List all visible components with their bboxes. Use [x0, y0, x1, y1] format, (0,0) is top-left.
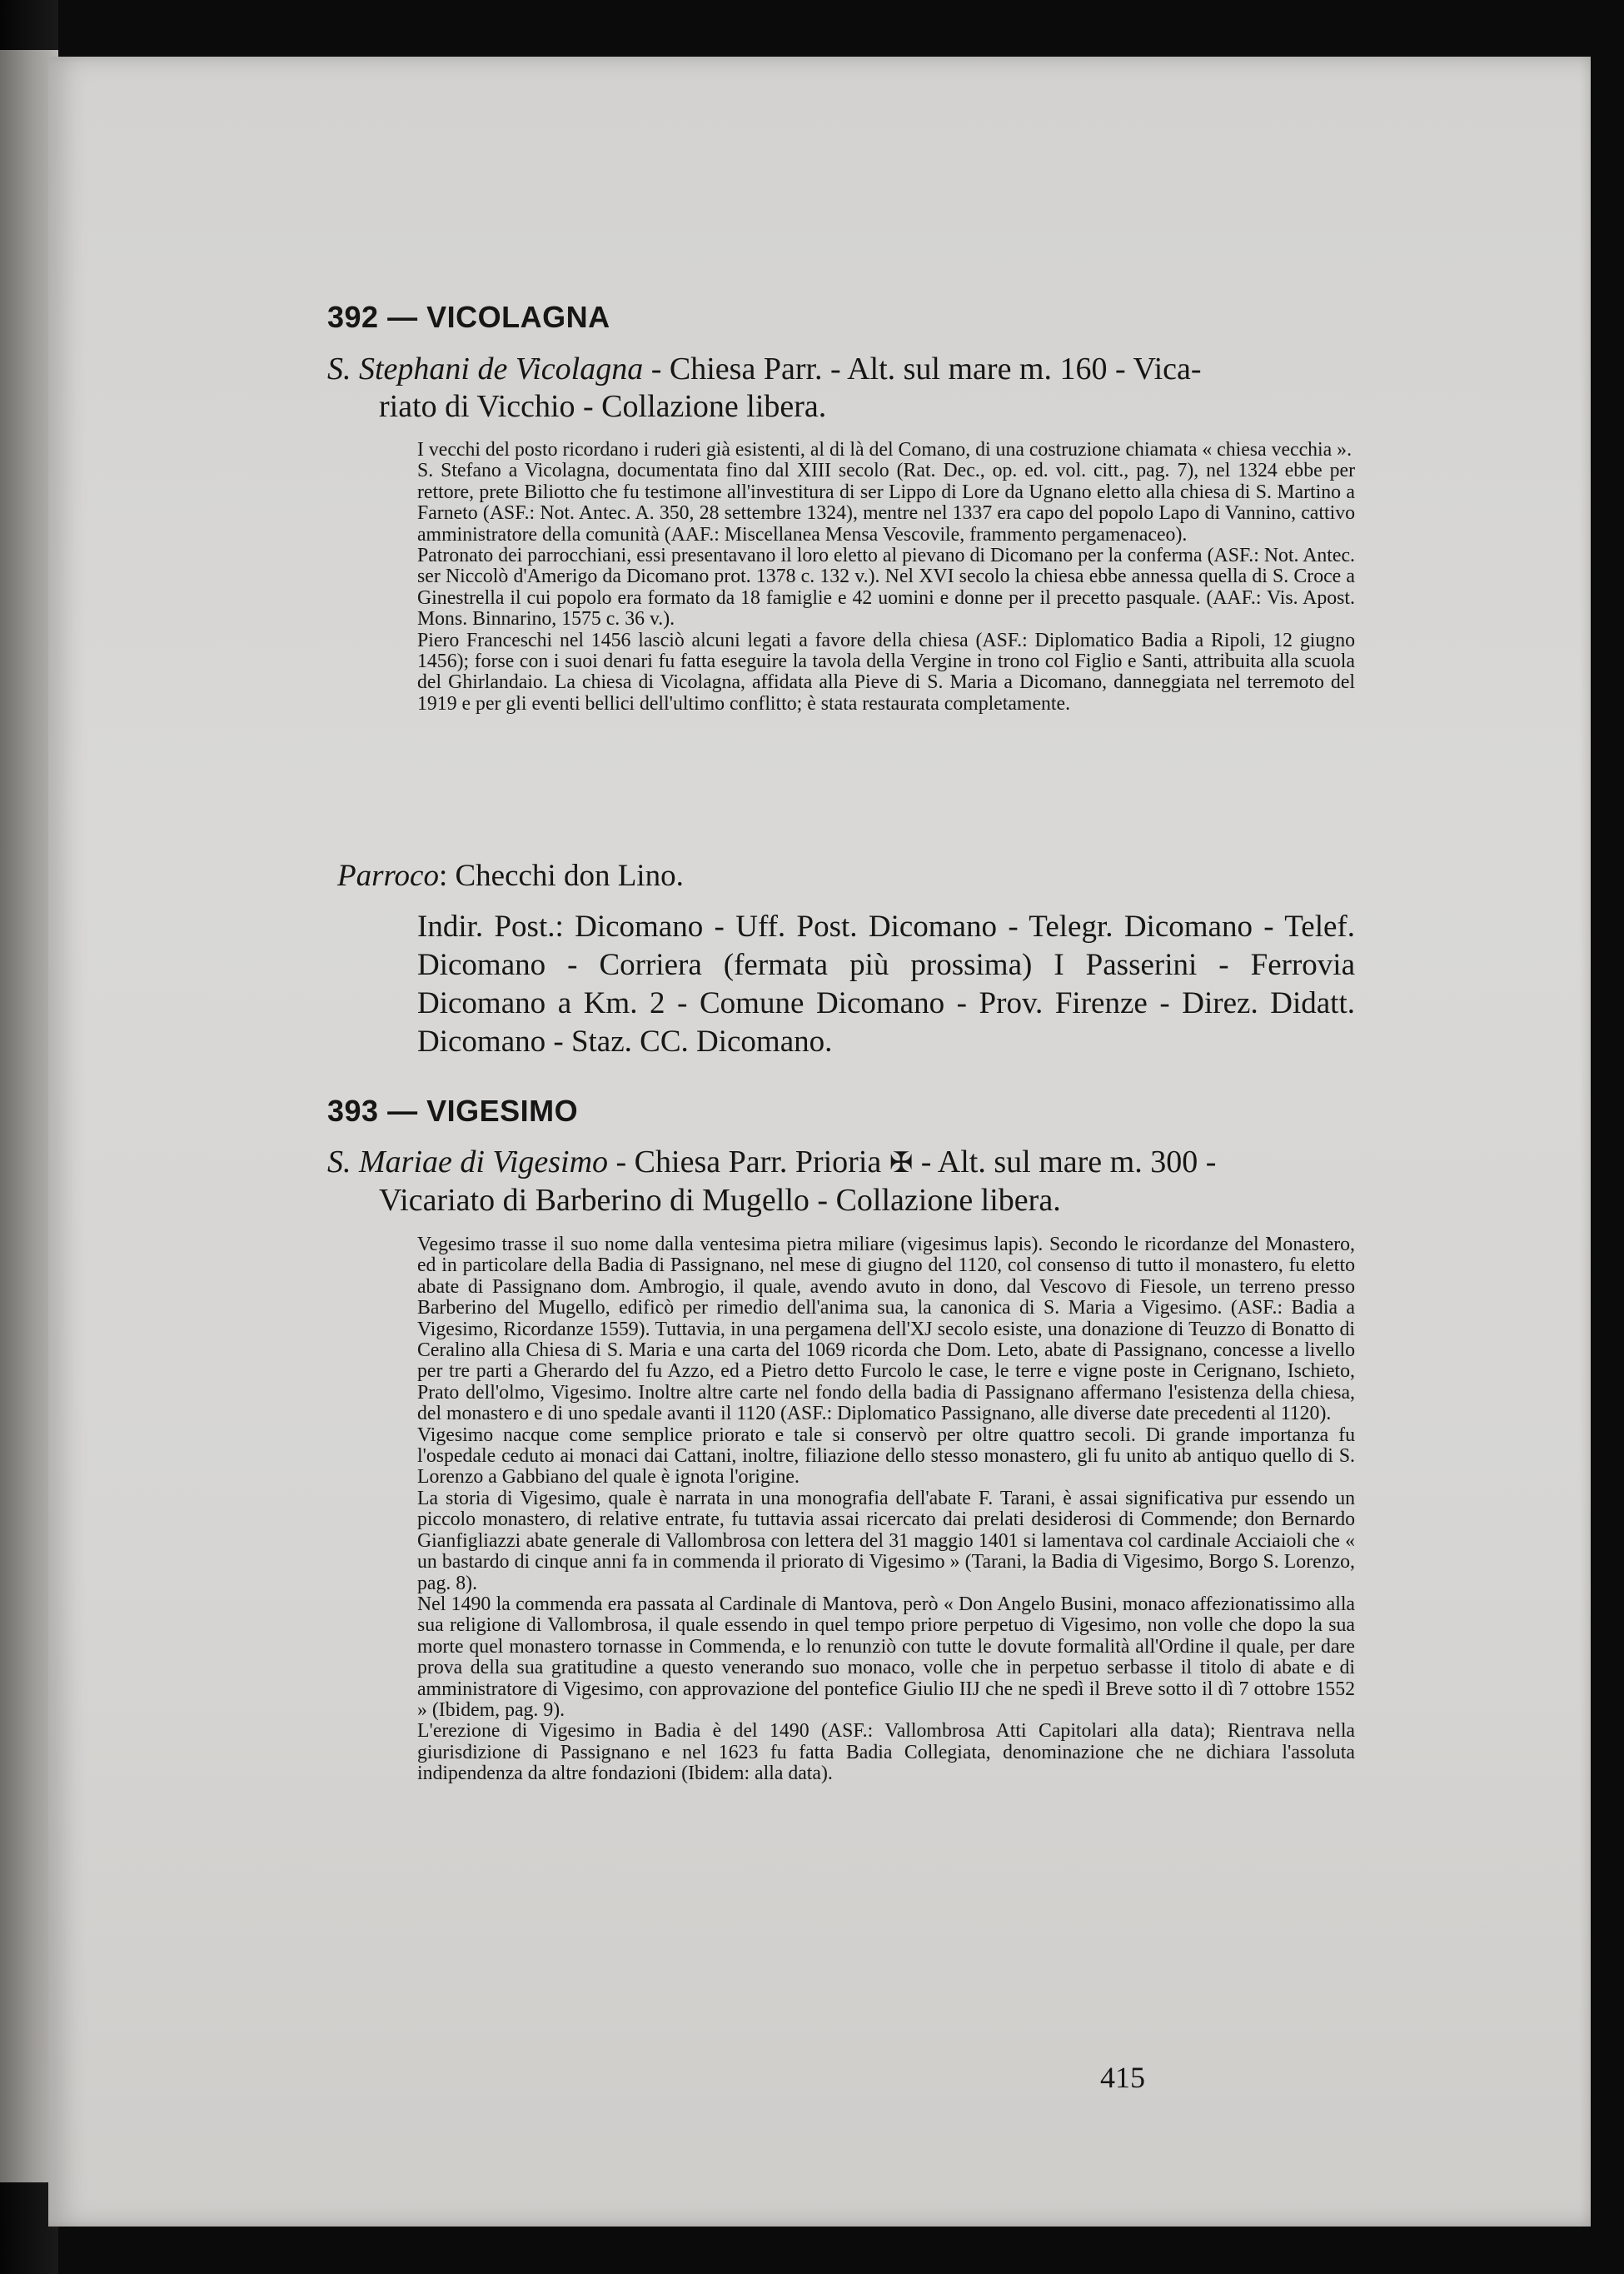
dedication-392: [327, 351, 1356, 426]
note-paragraph: Nel 1490 la commenda era passata al Cardinale di Mantova, però « Don Angelo Busini, monaco affezionatissimo alla sua religione di Vallombrosa, il quale essendo in quel tempo priore perpetuo di Vigesimo, non volle che dopo la sua morte quel monastero tornasse in Commenda, e lo renunziò con tutte le dovute formalità all'Ordine il quale, per dare prova della sua gratitudine a questo venerando suo monaco, volle che in perpetuo serbasse il titolo di abate e di amministratore di Vigesimo, con approvazione del pontefice Giulio IIJ che ne spedì il Breve sotto il dì 7 ottobre 1552 » (Ibidem, pag. 9).: [417, 1593, 1355, 1721]
parish-priest: [337, 858, 684, 894]
entry-dash: —: [387, 300, 418, 334]
dedication-line1b: - Alt. sul mare m. 300 -: [920, 1144, 1217, 1179]
entry-heading-392: [327, 300, 610, 335]
dedication-line1a: - Chiesa Parr. Prioria: [615, 1144, 882, 1179]
book-page: [48, 57, 1591, 2227]
entry-number: 392: [327, 300, 379, 334]
note-paragraph: Vegesimo trasse il suo nome dalla ventesima pietra miliare (vigesimus lapis). Secondo le ricordanze del Monastero, ed in particolare della Badia di Passignano, nel mese di giugno del 1120, col consenso di tutto il monastero, fu eletto abate di Passignano dom. Ambrogio, il quale, avendo avuto in dono, dal Vescovo di Fiesole, un terreno presso Barberino del Mugello, edificò per rimedio dell'anima sua, la canonica di S. Maria a Vigesimo. (ASF.: Badia a Vigesimo, Ricordanze 1559). Tuttavia, in una pergamena dell'XJ secolo esiste, una donazione di Teuzzo di Bonatto di Ceralino alla Chiesa di S. Maria e una carta del 1069 ricorda che Dom. Leto, abate di Passignano, concesse a livello per tre parti a Gherardo del fu Azzo, ed a Pietro detto Furcolo le case, le terre e vigne poste in Cerignano, Ischieto, Prato dell'olmo, Vigesimo. Inoltre altre carte nel fondo della badia di Passignano affermano l'esistenza della chiesa, del monastero e di uno spedale avanti il 1120 (ASF.: Diplomatico Passignano, alle diverse date precedenti al 1120).: [417, 1234, 1355, 1425]
note-paragraph: Piero Franceschi nel 1456 lasciò alcuni legati a favore della chiesa (ASF.: Diplomatico Badia a Ripoli, 12 giugno 1456); forse con i suoi denari fu fatta eseguire la tavola della Vergine in trono col Figlio e Santi, attribuita alla scuola del Ghirlandaio. La chiesa di Vicolagna, affidata alla Pieve di S. Maria a Dicomano, danneggiata nel terremoto del 1919 e per gli eventi bellici dell'ultimo conflitto; è stata restaurata completamente.: [417, 629, 1355, 715]
parroco-name: : Checchi don Lino.: [438, 859, 684, 893]
entry-name: VIGESIMO: [426, 1094, 579, 1128]
dedication-line2: riato di Vicchio - Collazione libera.: [379, 389, 827, 424]
postal-address: Indir. Post.: Dicomano - Uff. Post. Dicomano - Telegr. Dicomano - Telef. Dicomano - Corriera (fermata più prossima) I Passerini - Ferrovia Dicomano a Km. 2 - Comune Dicomano - Prov. Firenze - Direz. Didatt. Dicomano - Staz. CC. Dicomano.: [417, 910, 1355, 1059]
note-paragraph: I vecchi del posto ricordano i ruderi già esistenti, al di là del Comano, di una costruzione chiamata « chiesa vecchia ».: [417, 439, 1353, 461]
latin-name: S. Mariae di Vigesimo: [327, 1144, 609, 1179]
maltese-cross-icon: ✠: [889, 1146, 914, 1179]
entry-dash: —: [387, 1094, 418, 1128]
note-paragraph: S. Stefano a Vicolagna, documentata fino dal XIII secolo (Rat. Dec., op. ed. vol. citt., pag. 7), nel 1324 ebbe per rettore, prete Biliotto che fu testimone all'investitura di ser Lippo di Lore da Ugnano eletto alla chiesa di S. Martino a Farneto (ASF.: Not. Antec. A. 350, 28 settembre 1324), mentre nel 1337 era capo del popolo Lapo di Vannino, cattivo amministratore della comunità (AAF.: Miscellanea Mensa Vescovile, frammento pergamenaceo).: [417, 460, 1355, 546]
entry-number: 393: [327, 1094, 379, 1128]
page-number: 415: [1100, 2061, 1145, 2094]
historical-notes-393: [417, 1234, 1355, 1785]
dedication-line2: Vicariato di Barberino di Mugello - Collazione libera.: [379, 1183, 1061, 1218]
dedication-393: [327, 1144, 1356, 1219]
postal-info-392: [417, 908, 1355, 1061]
entry-name: VICOLAGNA: [426, 300, 610, 334]
note-paragraph: La storia di Vigesimo, quale è narrata in una monografia dell'abate F. Tarani, è assai significativa pur essendo un piccolo monastero, di relative entrate, fu tuttavia assai ricercato dai prelati desiderosi di Commende; don Bernardo Gianfigliazzi abate generale di Vallombrosa con lettera del 31 maggio 1401 si lamentava col cardinale Acciaioli che « un bastardo di cinque anni fa in commenda il priorato di Vigesimo » (Tarani, la Badia di Vigesimo, Borgo S. Lorenzo, pag. 8).: [417, 1487, 1355, 1594]
note-paragraph: Vigesimo nacque come semplice priorato e tale si conservò per oltre quattro secoli. Di grande importanza fu l'ospedale ceduto ai monaci dai Cattani, inoltre, filiazione dello stesso monastero, gli fu unito ab antiquo quello di S. Lorenzo a Gabbiano del quale è ignota l'origine.: [417, 1424, 1355, 1489]
dedication-line1: - Chiesa Parr. - Alt. sul mare m. 160 - Vica-: [650, 352, 1202, 386]
note-paragraph: Patronato dei parrocchiani, essi presentavano il loro eletto al pievano di Dicomano per la conferma (ASF.: Not. Antec. ser Niccolò d'Amerigo da Dicomano prot. 1378 c. 132 v.). Nel XVI secolo la chiesa ebbe annessa quella di S. Croce a Ginestrella il cui popolo era formato da 18 famiglie e 42 uomini e donne per il precetto pasquale. (AAF.: Vis. Apost. Mons. Binnarino, 1575 c. 36 v.).: [417, 545, 1355, 631]
parroco-label: Parroco: [337, 859, 439, 893]
entry-heading-393: [327, 1094, 578, 1129]
latin-name: S. Stephani de Vicolagna: [327, 352, 644, 386]
note-paragraph: L'erezione di Vigesimo in Badia è del 1490 (ASF.: Vallombrosa Atti Capitolari alla data); Rientrava nella giurisdizione di Passignano e nel 1623 fu fatta Badia Collegiata, denominazione che ne dichiara l'assoluta indipendenza da altre fondazioni (Ibidem: alla data).: [417, 1720, 1355, 1785]
historical-notes-392: [417, 440, 1355, 715]
